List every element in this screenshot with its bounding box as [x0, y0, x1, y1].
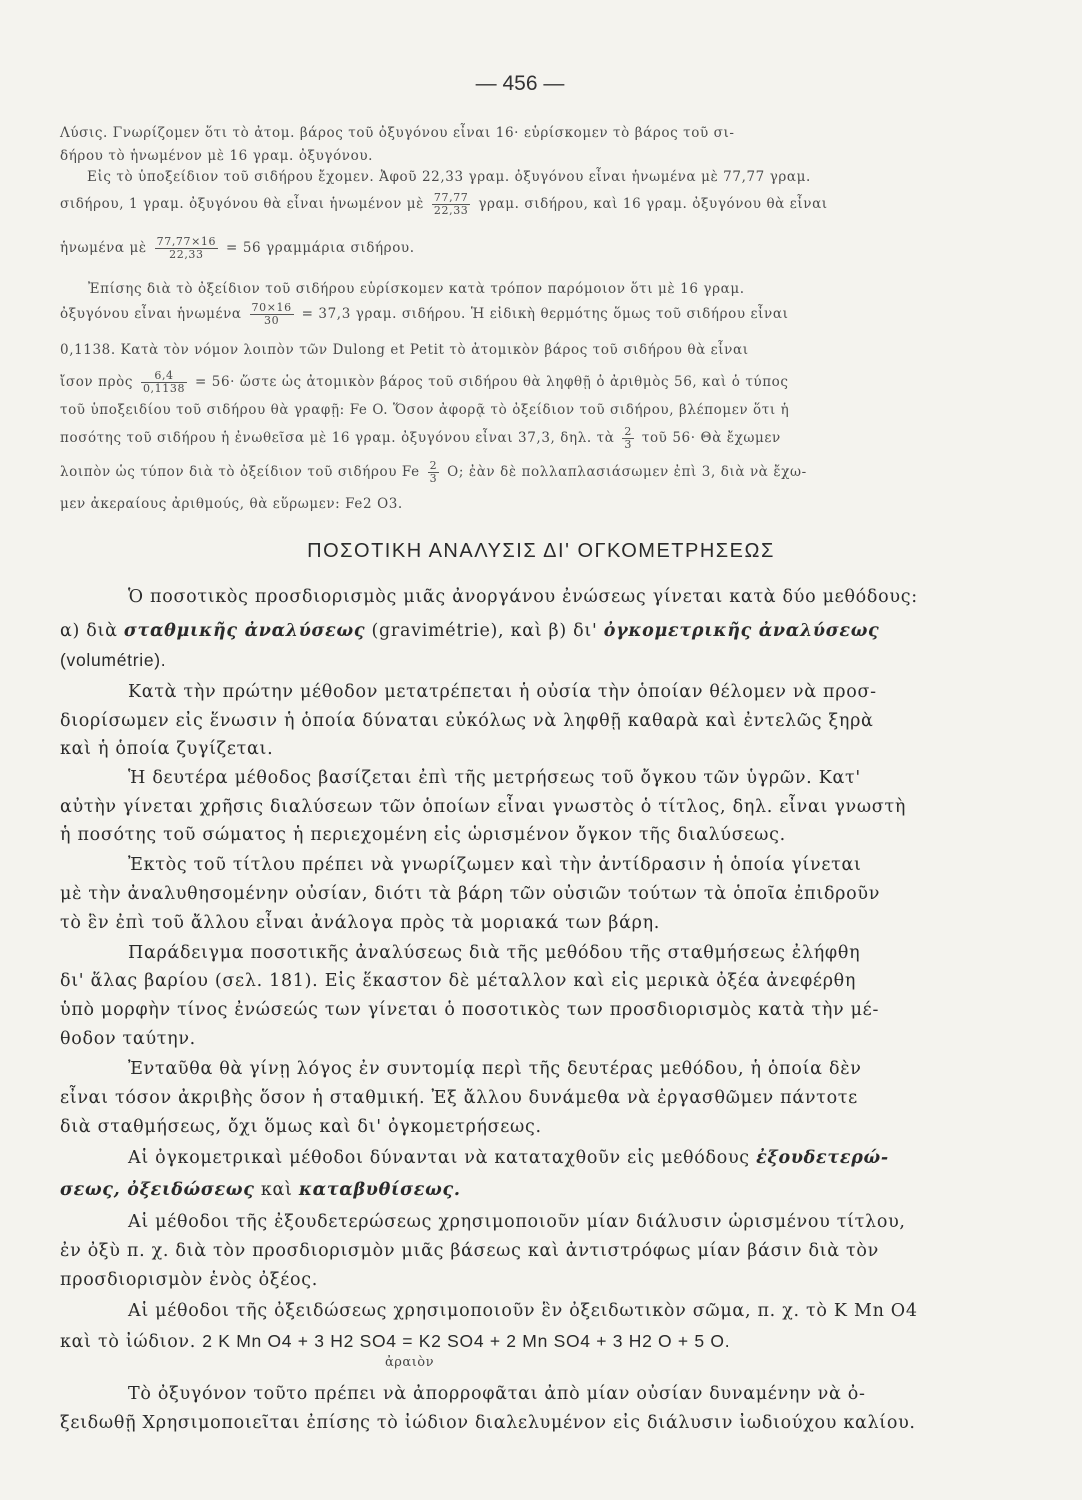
fraction [428, 460, 440, 485]
body-line: ἐν ὀξὺ π. χ. διὰ τὸν προσδιορισμὸν μιᾶς βάσεως καὶ ἀντιστρόφως μίαν βάσιν διὰ τὸν [60, 1241, 879, 1261]
body-line: Ἐνταῦθα θὰ γίνῃ λόγος ἐν συντομίᾳ περὶ τῆς δευτέρας μεθόδου, ἡ ὁποία δὲν [128, 1059, 862, 1079]
solution-line [60, 460, 960, 485]
emphasis-term: σεως, ὀξειδώσεως [60, 1180, 255, 1200]
body-line: δι' ἅλας βαρίου (σελ. 181). Εἰς ἕκαστον δὲ μέταλλον καὶ εἰς μερικὰ ὀξέα ἀνεφέρθη [60, 971, 857, 991]
text-run: = 56· ὥστε ὡς ἀτομικὸν βάρος τοῦ σιδήρου θὰ ληφθῇ ὁ ἀριθμὸς 56, καὶ ὁ τύπος [194, 374, 789, 390]
body-line [60, 619, 975, 643]
text-run: Αἱ ὀγκομετρικαὶ μέθοδοι δύνανται νὰ καταταχθοῦν εἰς μεθόδους [128, 1148, 750, 1168]
solution-line: μεν ἀκεραίους ἀριθμούς, θὰ εὕρωμεν: Fe2 O3. [60, 496, 403, 512]
text-run: καὶ τὸ ἰώδιον. [60, 1332, 197, 1352]
section-heading: ΠΟΣΟΤΙΚΗ ΑΝΑΛΥΣΙΣ ΔΙ' ΟΓΚΟΜΕΤΡΗΣΕΩΣ [307, 540, 775, 562]
solution-line: τοῦ ὑποξειδίου τοῦ σιδήρου θὰ γραφῇ: Fe O. Ὅσον ἀφορᾷ τὸ ὀξείδιον τοῦ σιδήρου, βλέπομεν ὅτι ἡ [60, 402, 790, 418]
body-line [60, 1146, 975, 1170]
body-line [60, 1178, 975, 1202]
text-run: λοιπὸν ὡς τύπον διὰ τὸ ὀξείδιον τοῦ σιδήρου Fe [60, 464, 420, 480]
fraction-numerator: 77,77 [433, 191, 469, 204]
fraction-denominator: 22,33 [433, 204, 469, 217]
body-line: εἶναι τόσον ἀκριβὴς ὅσον ἡ σταθμική. Ἐξ ἄλλου δυνάμεθα νὰ ἐργασθῶμεν πάντοτε [60, 1088, 858, 1108]
body-line: Ὁ ποσοτικὸς προσδιορισμὸς μιᾶς ἀνοργάνου ἐνώσεως γίνεται κατὰ δύο μεθόδους: [128, 587, 918, 607]
fraction-numerator: 77,77×16 [156, 235, 217, 248]
body-line: διορίσωμεν εἰς ἕνωσιν ἡ ὁποία δύναται εὐκόλως νὰ ληφθῇ καθαρὰ καὶ ἐντελῶς ξηρὰ [60, 711, 874, 731]
solution-line [60, 236, 960, 261]
text-run: ὀξυγόνου εἶναι ἡνωμένα [60, 306, 242, 322]
body-line: (volumétrie). [60, 650, 167, 670]
body-line: Ἐκτὸς τοῦ τίτλου πρέπει νὰ γνωρίζωμεν καὶ τὴν ἀντίδρασιν ἡ ὁποία γίνεται [128, 855, 862, 875]
body-line: ξειδωθῇ Χρησιμοποιεῖται ἐπίσης τὸ ἰώδιον διαλελυμένον εἰς διάλυσιν ἰωδιούχου καλίου. [60, 1413, 916, 1433]
text-run: τοῦ 56· Θὰ ἔχωμεν [641, 430, 781, 446]
solution-line: 0,1138. Κατὰ τὸν νόμον λοιπὸν τῶν Dulong et Petit τὸ ἀτομικὸν βάρος τοῦ σιδήρου θὰ εἶναι [60, 342, 749, 358]
fraction [250, 302, 294, 327]
text-run: γραμ. σιδήρου, καὶ 16 γραμ. ὀξυγόνου θὰ εἶναι [478, 196, 828, 212]
fraction-numerator: 2 [624, 425, 632, 438]
emphasis-term: σταθμικῆς ἀναλύσεως [123, 621, 366, 641]
fraction [432, 192, 471, 217]
fraction-denominator: 3 [624, 438, 632, 451]
body-line: Τὸ ὀξυγόνον τοῦτο πρέπει νὰ ἀπορροφᾶται ἀπὸ μίαν οὐσίαν δυναμένην νὰ ὀ- [128, 1384, 866, 1404]
body-line: ὑπὸ μορφὴν τίνος ἐνώσεώς των γίνεται ὁ ποσοτικὸς των προσδιορισμὸς κατὰ τὴν μέ- [60, 1000, 880, 1020]
body-line: Αἱ μέθοδοι τῆς ὀξειδώσεως χρησιμοποιοῦν ἓν ὀξειδωτικὸν σῶμα, π. χ. τὸ K Mn O4 [128, 1301, 918, 1321]
fraction-numerator: 70×16 [251, 301, 292, 314]
solution-line: Ἐπίσης διὰ τὸ ὀξείδιον τοῦ σιδήρου εὑρίσκομεν κατὰ τρόπον παρόμοιον ὅτι μὲ 16 γραμ. [88, 281, 745, 297]
body-line [60, 1329, 975, 1354]
solution-line: Λύσις. Γνωρίζομεν ὅτι τὸ ἀτομ. βάρος τοῦ ὀξυγόνου εἶναι 16· εὑρίσκομεν τὸ βάρος τοῦ σι- [60, 125, 735, 141]
fraction-denominator: 22,33 [169, 248, 204, 261]
chemical-equation: 2 K Mn O4 + 3 H2 SO4 = K2 SO4 + 2 Mn SO4 + 3 H2 O + 5 O. [202, 1331, 731, 1351]
solution-line: Εἰς τὸ ὑποξείδιον τοῦ σιδήρου ἔχομεν. Ἀφοῦ 22,33 γραμ. ὀξυγόνου εἶναι ἡνωμένα μὲ 77,77 γραμ. [87, 169, 811, 185]
body-line: καὶ ἡ ὁποία ζυγίζεται. [60, 739, 274, 759]
body-line: αὐτὴν γίνεται χρῆσις διαλύσεων τῶν ὁποίων εἶναι γνωστὸς ὁ τίτλος, δηλ. εἶναι γνωστὴ [60, 797, 907, 817]
emphasis-term: ὀγκομετρικῆς ἀναλύσεως [603, 621, 880, 641]
fraction-numerator: 2 [429, 459, 438, 472]
text-run: α) διὰ [60, 621, 118, 641]
body-line: Παράδειγμα ποσοτικῆς ἀναλύσεως διὰ τῆς μεθόδου τῆς σταθμήσεως ἐλήφθη [128, 943, 861, 963]
emphasis-term: ἐξουδετερώ- [756, 1148, 889, 1168]
text-run: καὶ [260, 1180, 293, 1200]
fraction [141, 370, 187, 395]
emphasis-term: καταβυθίσεως. [298, 1180, 461, 1200]
fraction-denominator: 30 [264, 314, 280, 327]
text-run: O; ἐὰν δὲ πολλαπλασιάσωμεν ἐπὶ 3, διὰ νὰ ἔχω- [447, 464, 807, 480]
text-run: = 37,3 γραμ. σιδήρου. Ἡ εἰδικὴ θερμότης ὅμως τοῦ σιδήρου εἶναι [301, 306, 789, 322]
solution-line: δήρου τὸ ἡνωμένον μὲ 16 γραμ. ὀξυγόνου. [60, 148, 374, 164]
fraction-denominator: 0,1138 [142, 382, 186, 395]
body-line: Αἱ μέθοδοι τῆς ἐξουδετερώσεως χρησιμοποιοῦν μίαν διάλυσιν ὡρισμένου τίτλου, [128, 1212, 906, 1232]
page-number: — 456 — [475, 72, 565, 95]
solution-line [60, 192, 960, 217]
text-run: (gravimétrie), καὶ β) δι' [371, 621, 598, 641]
body-line: μὲ τὴν ἀναλυθησομένην οὐσίαν, διότι τὰ βάρη τῶν οὐσιῶν τούτων τὰ ὁποῖα ἐπιδροῦν [60, 884, 881, 904]
fraction-numerator: 6,4 [141, 370, 187, 383]
text-run: σιδήρου, 1 γραμ. ὀξυγόνου θὰ εἶναι ἡνωμένον μὲ [60, 196, 424, 212]
equation-annotation: ἀραιὸν [385, 1355, 435, 1370]
solution-line [60, 426, 960, 451]
body-line: προσδιορισμὸν ἑνὸς ὀξέος. [60, 1270, 318, 1290]
body-line: τὸ ἓν ἐπὶ τοῦ ἄλλου εἶναι ἀνάλογα πρὸς τὰ μοριακά των βάρη. [60, 913, 661, 933]
text-run: = 56 γραμμάρια σιδήρου. [226, 240, 415, 256]
fraction [622, 426, 634, 451]
text-run: ἴσον πρὸς [60, 374, 134, 390]
body-line: Κατὰ τὴν πρώτην μέθοδον μετατρέπεται ἡ οὐσία τὴν ὁποίαν θέλομεν νὰ προσ- [128, 682, 877, 702]
fraction-denominator: 3 [429, 472, 438, 485]
solution-line [60, 370, 960, 395]
body-line: ἡ ποσότης τοῦ σώματος ἡ περιεχομένη εἰς ὡρισμένον ὄγκον τῆς διαλύσεως. [60, 825, 786, 845]
body-line: διὰ σταθμήσεως, ὄχι ὅμως καὶ δι' ὀγκομετρήσεως. [60, 1117, 542, 1137]
fraction [155, 236, 219, 261]
text-run: ποσότης τοῦ σιδήρου ἡ ἐνωθεῖσα μὲ 16 γραμ. ὀξυγόνου εἶναι 37,3, δηλ. τὰ [60, 430, 615, 446]
solution-line [60, 302, 960, 327]
body-line: θοδον ταύτην. [60, 1029, 196, 1049]
body-line: Ἡ δευτέρα μέθοδος βασίζεται ἐπὶ τῆς μετρήσεως τοῦ ὄγκου τῶν ὑγρῶν. Κατ' [128, 768, 861, 788]
text-run: ἡνωμένα μὲ [60, 240, 147, 256]
